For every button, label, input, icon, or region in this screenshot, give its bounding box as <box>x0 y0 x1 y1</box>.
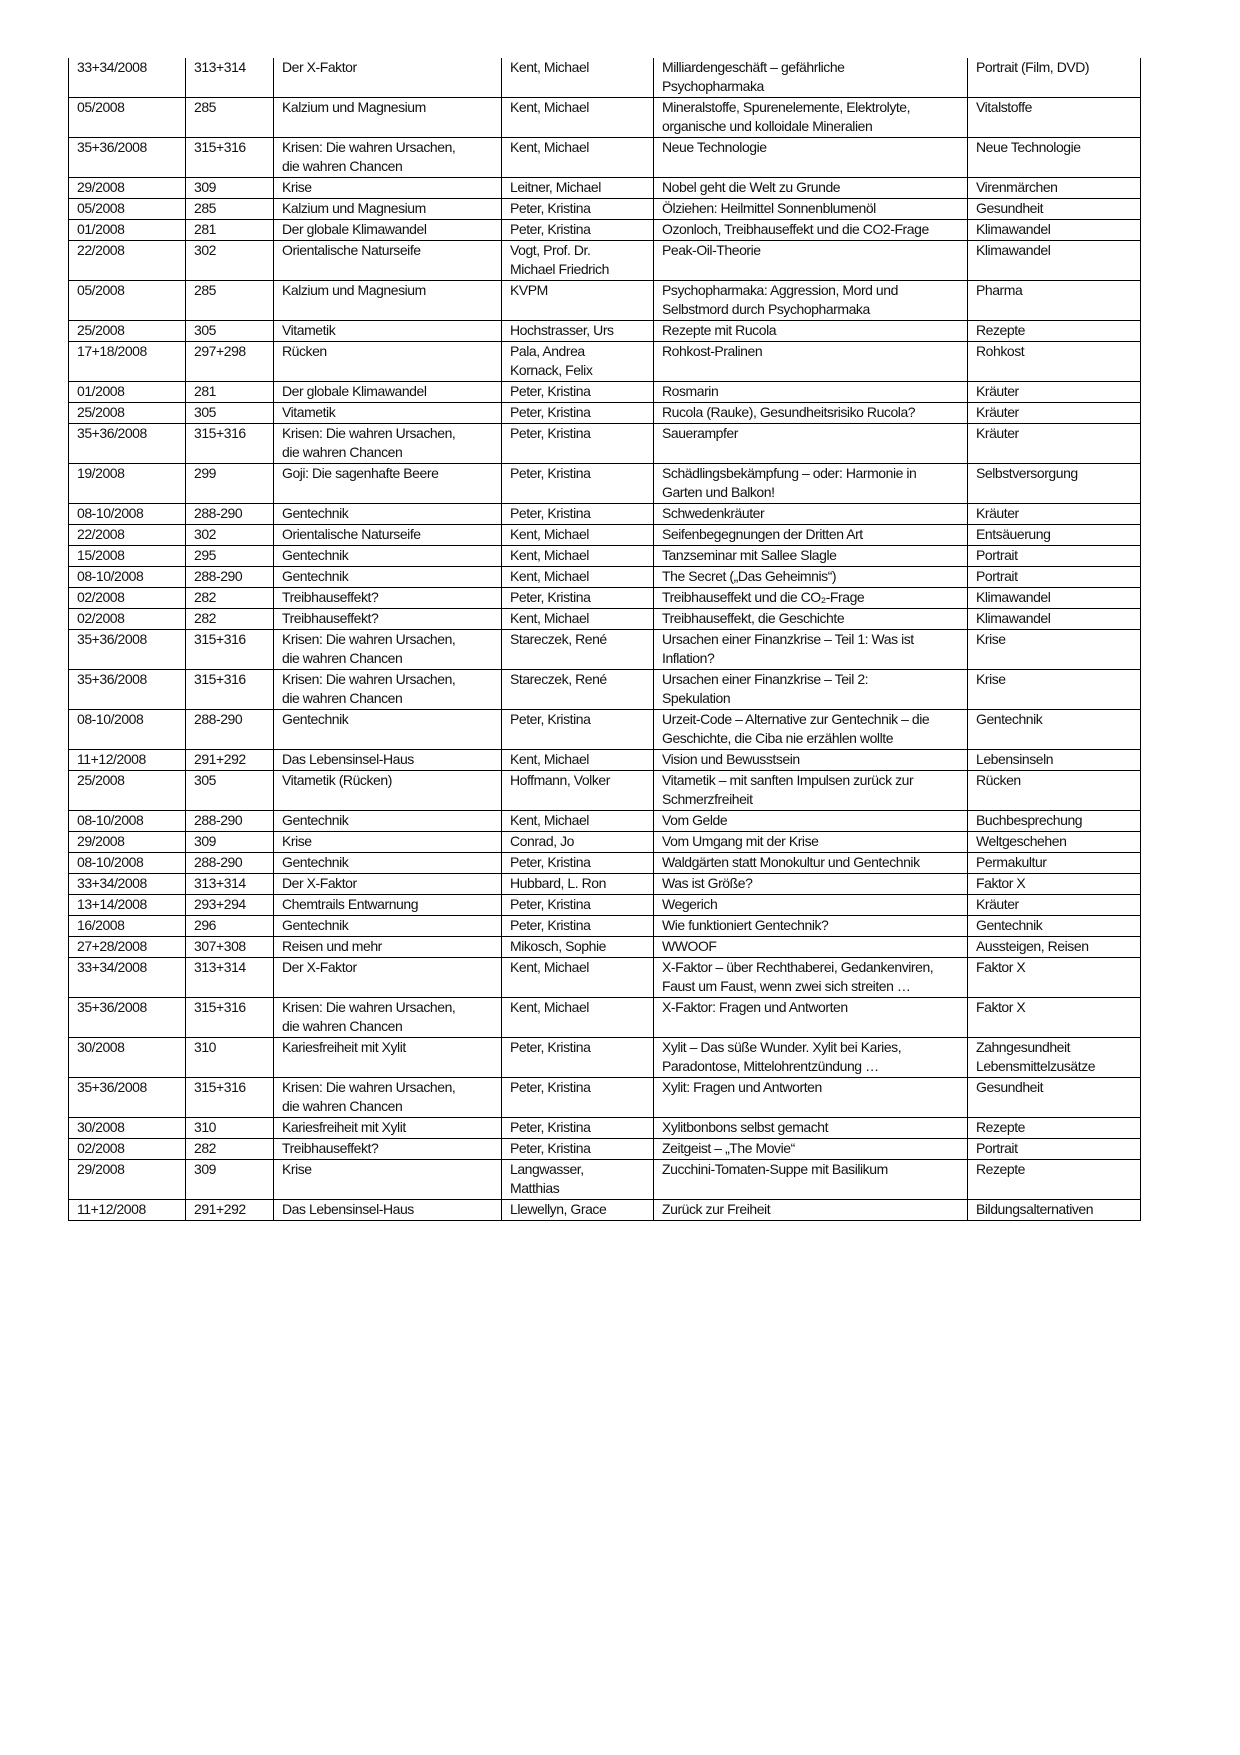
table-row <box>69 178 1141 199</box>
table-row <box>69 567 1141 588</box>
author-cell: Peter, Kristina <box>502 1118 654 1139</box>
table-row <box>69 98 1141 138</box>
number-cell: 288-290 <box>186 504 274 525</box>
issue-title-cell: Der X-Faktor <box>274 874 502 895</box>
category-cell: Kräuter <box>968 382 1141 403</box>
author-cell: Conrad, Jo <box>502 832 654 853</box>
issue-cell: 33+34/2008 <box>69 58 186 98</box>
author-cell: Kent, Michael <box>502 998 654 1038</box>
article-title-cell: Sauerampfer <box>654 424 968 464</box>
article-title-cell: Vom Umgang mit der Krise <box>654 832 968 853</box>
issue-cell: 22/2008 <box>69 525 186 546</box>
issue-title-cell: Goji: Die sagenhafte Beere <box>274 464 502 504</box>
article-title-cell: Mineralstoffe, Spurenelemente, Elektrolyte, organische und kolloidale Mineralien <box>654 98 968 138</box>
author-cell: Kent, Michael <box>502 567 654 588</box>
author-cell: Stareczek, René <box>502 670 654 710</box>
number-cell: 281 <box>186 220 274 241</box>
author-cell: Peter, Kristina <box>502 382 654 403</box>
category-cell: Faktor X <box>968 958 1141 998</box>
table-row <box>69 1160 1141 1200</box>
article-title-cell: Milliardengeschäft – gefährliche Psychopharmaka <box>654 58 968 98</box>
issue-title-cell: Gentechnik <box>274 811 502 832</box>
article-title-cell: Wegerich <box>654 895 968 916</box>
table-row <box>69 525 1141 546</box>
category-cell: Gentechnik <box>968 710 1141 750</box>
table-row <box>69 1118 1141 1139</box>
issue-cell: 16/2008 <box>69 916 186 937</box>
author-cell: Peter, Kristina <box>502 464 654 504</box>
table-row <box>69 342 1141 382</box>
author-cell: Peter, Kristina <box>502 424 654 464</box>
table-row <box>69 321 1141 342</box>
table-row <box>69 58 1141 98</box>
article-title-cell: Zucchini-Tomaten-Suppe mit Basilikum <box>654 1160 968 1200</box>
author-cell: KVPM <box>502 281 654 321</box>
number-cell: 315+316 <box>186 138 274 178</box>
number-cell: 288-290 <box>186 853 274 874</box>
table-row <box>69 853 1141 874</box>
issue-cell: 35+36/2008 <box>69 1078 186 1118</box>
article-title-cell: Schädlingsbekämpfung – oder: Harmonie in Garten und Balkon! <box>654 464 968 504</box>
issue-cell: 08-10/2008 <box>69 811 186 832</box>
author-cell: Kent, Michael <box>502 98 654 138</box>
article-title-cell: Xylit – Das süße Wunder. Xylit bei Karies, Paradontose, Mittelohrentzündung … <box>654 1038 968 1078</box>
issue-cell: 33+34/2008 <box>69 874 186 895</box>
category-cell: Pharma <box>968 281 1141 321</box>
article-title-cell: Vision und Bewusstsein <box>654 750 968 771</box>
table-row <box>69 1078 1141 1118</box>
author-cell: Peter, Kristina <box>502 895 654 916</box>
category-cell: Rezepte <box>968 1160 1141 1200</box>
author-cell: Kent, Michael <box>502 525 654 546</box>
author-cell: Peter, Kristina <box>502 403 654 424</box>
issue-cell: 29/2008 <box>69 178 186 199</box>
article-title-cell: Seifenbegegnungen der Dritten Art <box>654 525 968 546</box>
number-cell: 288-290 <box>186 811 274 832</box>
number-cell: 313+314 <box>186 874 274 895</box>
author-cell: Kent, Michael <box>502 609 654 630</box>
number-cell: 296 <box>186 916 274 937</box>
article-title-cell: Rohkost-Pralinen <box>654 342 968 382</box>
article-title-cell: Ursachen einer Finanzkrise – Teil 1: Was ist Inflation? <box>654 630 968 670</box>
article-title-cell: Ozonloch, Treibhauseffekt und die CO2-Frage <box>654 220 968 241</box>
author-cell: Peter, Kristina <box>502 710 654 750</box>
issue-title-cell: Kalzium und Magnesium <box>274 98 502 138</box>
issue-title-cell: Krisen: Die wahren Ursachen, die wahren Chancen <box>274 998 502 1038</box>
issue-cell: 30/2008 <box>69 1118 186 1139</box>
table-row <box>69 403 1141 424</box>
article-title-cell: Treibhauseffekt und die CO₂-Frage <box>654 588 968 609</box>
number-cell: 310 <box>186 1118 274 1139</box>
category-cell: Portrait <box>968 567 1141 588</box>
table-row <box>69 609 1141 630</box>
category-cell: Kräuter <box>968 895 1141 916</box>
article-title-cell: Xylitbonbons selbst gemacht <box>654 1118 968 1139</box>
issue-title-cell: Der globale Klimawandel <box>274 220 502 241</box>
issue-title-cell: Chemtrails Entwarnung <box>274 895 502 916</box>
category-cell: Klimawandel <box>968 241 1141 281</box>
article-title-cell: Schwedenkräuter <box>654 504 968 525</box>
number-cell: 285 <box>186 281 274 321</box>
issue-cell: 08-10/2008 <box>69 853 186 874</box>
issue-title-cell: Krise <box>274 178 502 199</box>
number-cell: 281 <box>186 382 274 403</box>
number-cell: 291+292 <box>186 1200 274 1221</box>
article-title-cell: Rosmarin <box>654 382 968 403</box>
issue-title-cell: Vitametik (Rücken) <box>274 771 502 811</box>
table-row <box>69 670 1141 710</box>
author-cell: Kent, Michael <box>502 546 654 567</box>
issue-cell: 05/2008 <box>69 199 186 220</box>
issue-cell: 08-10/2008 <box>69 504 186 525</box>
category-cell: Buchbesprechung <box>968 811 1141 832</box>
author-cell: Hubbard, L. Ron <box>502 874 654 895</box>
issue-title-cell: Kariesfreiheit mit Xylit <box>274 1038 502 1078</box>
issue-cell: 01/2008 <box>69 220 186 241</box>
article-title-cell: Zeitgeist – „The Movie“ <box>654 1139 968 1160</box>
issue-title-cell: Vitametik <box>274 403 502 424</box>
category-cell: Rezepte <box>968 321 1141 342</box>
table-row <box>69 874 1141 895</box>
issue-title-cell: Der X-Faktor <box>274 958 502 998</box>
table-row <box>69 832 1141 853</box>
table-row <box>69 630 1141 670</box>
category-cell: Aussteigen, Reisen <box>968 937 1141 958</box>
issue-cell: 19/2008 <box>69 464 186 504</box>
article-title-cell: Ursachen einer Finanzkrise – Teil 2: Spekulation <box>654 670 968 710</box>
category-cell: Selbstversorgung <box>968 464 1141 504</box>
table-row <box>69 546 1141 567</box>
author-cell: Kent, Michael <box>502 58 654 98</box>
issue-cell: 15/2008 <box>69 546 186 567</box>
number-cell: 315+316 <box>186 670 274 710</box>
table-row <box>69 710 1141 750</box>
category-cell: Lebensinseln <box>968 750 1141 771</box>
issue-cell: 25/2008 <box>69 321 186 342</box>
issue-title-cell: Gentechnik <box>274 916 502 937</box>
article-title-cell: Peak-Oil-Theorie <box>654 241 968 281</box>
article-title-cell: Neue Technologie <box>654 138 968 178</box>
number-cell: 297+298 <box>186 342 274 382</box>
number-cell: 315+316 <box>186 998 274 1038</box>
issue-title-cell: Krise <box>274 832 502 853</box>
author-cell: Kent, Michael <box>502 750 654 771</box>
issue-cell: 02/2008 <box>69 588 186 609</box>
table-row <box>69 138 1141 178</box>
issue-cell: 22/2008 <box>69 241 186 281</box>
table-row <box>69 382 1141 403</box>
issue-title-cell: Krise <box>274 1160 502 1200</box>
issue-title-cell: Treibhauseffekt? <box>274 588 502 609</box>
article-title-cell: Wie funktioniert Gentechnik? <box>654 916 968 937</box>
number-cell: 285 <box>186 199 274 220</box>
number-cell: 309 <box>186 178 274 199</box>
table-row <box>69 895 1141 916</box>
category-cell: Portrait <box>968 1139 1141 1160</box>
article-title-cell: X-Faktor – über Rechthaberei, Gedankenviren, Faust um Faust, wenn zwei sich streiten … <box>654 958 968 998</box>
author-cell: Llewellyn, Grace <box>502 1200 654 1221</box>
number-cell: 315+316 <box>186 424 274 464</box>
article-title-cell: X-Faktor: Fragen und Antworten <box>654 998 968 1038</box>
number-cell: 282 <box>186 609 274 630</box>
number-cell: 299 <box>186 464 274 504</box>
table-row <box>69 1038 1141 1078</box>
table-row <box>69 771 1141 811</box>
issue-title-cell: Kariesfreiheit mit Xylit <box>274 1118 502 1139</box>
category-cell: Kräuter <box>968 504 1141 525</box>
category-cell: Klimawandel <box>968 220 1141 241</box>
issue-cell: 25/2008 <box>69 403 186 424</box>
issue-cell: 25/2008 <box>69 771 186 811</box>
issue-cell: 01/2008 <box>69 382 186 403</box>
author-cell: Peter, Kristina <box>502 853 654 874</box>
table-row <box>69 281 1141 321</box>
issue-cell: 33+34/2008 <box>69 958 186 998</box>
category-cell: Vitalstoffe <box>968 98 1141 138</box>
number-cell: 282 <box>186 588 274 609</box>
category-cell: Permakultur <box>968 853 1141 874</box>
author-cell: Kent, Michael <box>502 138 654 178</box>
table-row <box>69 504 1141 525</box>
issue-cell: 35+36/2008 <box>69 670 186 710</box>
issue-cell: 17+18/2008 <box>69 342 186 382</box>
issue-cell: 27+28/2008 <box>69 937 186 958</box>
article-title-cell: Ölziehen: Heilmittel Sonnenblumenöl <box>654 199 968 220</box>
issue-title-cell: Krisen: Die wahren Ursachen, die wahren Chancen <box>274 630 502 670</box>
article-title-cell: WWOOF <box>654 937 968 958</box>
category-cell: Portrait (Film, DVD) <box>968 58 1141 98</box>
author-cell: Kent, Michael <box>502 811 654 832</box>
issue-cell: 02/2008 <box>69 609 186 630</box>
issue-title-cell: Das Lebensinsel-Haus <box>274 1200 502 1221</box>
category-cell: Rezepte <box>968 1118 1141 1139</box>
number-cell: 310 <box>186 1038 274 1078</box>
number-cell: 295 <box>186 546 274 567</box>
issue-title-cell: Treibhauseffekt? <box>274 1139 502 1160</box>
issue-cell: 02/2008 <box>69 1139 186 1160</box>
issue-cell: 35+36/2008 <box>69 630 186 670</box>
category-cell: Gesundheit <box>968 1078 1141 1118</box>
table-row <box>69 1139 1141 1160</box>
issue-title-cell: Der globale Klimawandel <box>274 382 502 403</box>
issue-title-cell: Gentechnik <box>274 853 502 874</box>
category-cell: Faktor X <box>968 874 1141 895</box>
issue-title-cell: Gentechnik <box>274 710 502 750</box>
issue-cell: 08-10/2008 <box>69 567 186 588</box>
category-cell: Klimawandel <box>968 609 1141 630</box>
number-cell: 293+294 <box>186 895 274 916</box>
issue-cell: 11+12/2008 <box>69 750 186 771</box>
category-cell: Virenmärchen <box>968 178 1141 199</box>
category-cell: Portrait <box>968 546 1141 567</box>
issue-title-cell: Orientalische Naturseife <box>274 525 502 546</box>
article-title-cell: Tanzseminar mit Sallee Slagle <box>654 546 968 567</box>
number-cell: 285 <box>186 98 274 138</box>
issue-title-cell: Krisen: Die wahren Ursachen, die wahren Chancen <box>274 138 502 178</box>
table-row <box>69 998 1141 1038</box>
category-cell: Bildungsalternativen <box>968 1200 1141 1221</box>
author-cell: Leitner, Michael <box>502 178 654 199</box>
author-cell: Langwasser, Matthias <box>502 1160 654 1200</box>
category-cell: Kräuter <box>968 424 1141 464</box>
table-row <box>69 588 1141 609</box>
article-title-cell: Zurück zur Freiheit <box>654 1200 968 1221</box>
category-cell: Weltgeschehen <box>968 832 1141 853</box>
number-cell: 309 <box>186 1160 274 1200</box>
category-cell: Neue Technologie <box>968 138 1141 178</box>
issue-title-cell: Kalzium und Magnesium <box>274 281 502 321</box>
number-cell: 302 <box>186 241 274 281</box>
issue-title-cell: Gentechnik <box>274 567 502 588</box>
table-body <box>69 58 1141 1221</box>
article-title-cell: Rezepte mit Rucola <box>654 321 968 342</box>
article-title-cell: Vitametik – mit sanften Impulsen zurück zur Schmerzfreiheit <box>654 771 968 811</box>
article-title-cell: Vom Gelde <box>654 811 968 832</box>
issue-cell: 35+36/2008 <box>69 998 186 1038</box>
table-row <box>69 958 1141 998</box>
table-row <box>69 424 1141 464</box>
number-cell: 282 <box>186 1139 274 1160</box>
issue-title-cell: Treibhauseffekt? <box>274 609 502 630</box>
table-row <box>69 937 1141 958</box>
article-title-cell: Was ist Größe? <box>654 874 968 895</box>
issue-cell: 13+14/2008 <box>69 895 186 916</box>
issue-cell: 35+36/2008 <box>69 138 186 178</box>
author-cell: Hochstrasser, Urs <box>502 321 654 342</box>
category-cell: Entsäuerung <box>968 525 1141 546</box>
number-cell: 305 <box>186 771 274 811</box>
number-cell: 309 <box>186 832 274 853</box>
article-title-cell: Urzeit-Code – Alternative zur Gentechnik – die Geschichte, die Ciba nie erzählen wollte <box>654 710 968 750</box>
issue-cell: 05/2008 <box>69 281 186 321</box>
number-cell: 305 <box>186 403 274 424</box>
author-cell: Peter, Kristina <box>502 1038 654 1078</box>
article-title-cell: Treibhauseffekt, die Geschichte <box>654 609 968 630</box>
author-cell: Kent, Michael <box>502 958 654 998</box>
article-title-cell: Psychopharmaka: Aggression, Mord und Selbstmord durch Psychopharmaka <box>654 281 968 321</box>
article-title-cell: Rucola (Rauke), Gesundheitsrisiko Rucola? <box>654 403 968 424</box>
author-cell: Stareczek, René <box>502 630 654 670</box>
category-cell: Faktor X <box>968 998 1141 1038</box>
table-row <box>69 916 1141 937</box>
author-cell: Pala, Andrea Kornack, Felix <box>502 342 654 382</box>
number-cell: 315+316 <box>186 630 274 670</box>
category-cell: Gentechnik <box>968 916 1141 937</box>
author-cell: Peter, Kristina <box>502 504 654 525</box>
issue-title-cell: Rücken <box>274 342 502 382</box>
number-cell: 288-290 <box>186 567 274 588</box>
issue-title-cell: Krisen: Die wahren Ursachen, die wahren Chancen <box>274 424 502 464</box>
number-cell: 313+314 <box>186 958 274 998</box>
article-title-cell: The Secret („Das Geheimnis“) <box>654 567 968 588</box>
table-row <box>69 220 1141 241</box>
table-row <box>69 1200 1141 1221</box>
table-row <box>69 750 1141 771</box>
category-cell: Rücken <box>968 771 1141 811</box>
issue-title-cell: Kalzium und Magnesium <box>274 199 502 220</box>
issue-title-cell: Gentechnik <box>274 504 502 525</box>
table-row <box>69 464 1141 504</box>
author-cell: Peter, Kristina <box>502 588 654 609</box>
author-cell: Peter, Kristina <box>502 1139 654 1160</box>
article-title-cell: Nobel geht die Welt zu Grunde <box>654 178 968 199</box>
issue-title-cell: Gentechnik <box>274 546 502 567</box>
category-cell: Klimawandel <box>968 588 1141 609</box>
issue-cell: 11+12/2008 <box>69 1200 186 1221</box>
author-cell: Peter, Kristina <box>502 220 654 241</box>
issue-title-cell: Orientalische Naturseife <box>274 241 502 281</box>
category-cell: Zahngesundheit Lebensmittelzusätze <box>968 1038 1141 1078</box>
number-cell: 305 <box>186 321 274 342</box>
number-cell: 302 <box>186 525 274 546</box>
article-title-cell: Xylit: Fragen und Antworten <box>654 1078 968 1118</box>
issue-cell: 35+36/2008 <box>69 424 186 464</box>
table-row <box>69 811 1141 832</box>
category-cell: Rohkost <box>968 342 1141 382</box>
issue-title-cell: Krisen: Die wahren Ursachen, die wahren Chancen <box>274 670 502 710</box>
author-cell: Peter, Kristina <box>502 199 654 220</box>
issue-cell: 08-10/2008 <box>69 710 186 750</box>
number-cell: 315+316 <box>186 1078 274 1118</box>
article-index-table <box>68 58 1141 1221</box>
issue-title-cell: Vitametik <box>274 321 502 342</box>
issue-cell: 29/2008 <box>69 832 186 853</box>
number-cell: 313+314 <box>186 58 274 98</box>
issue-title-cell: Das Lebensinsel-Haus <box>274 750 502 771</box>
author-cell: Peter, Kristina <box>502 1078 654 1118</box>
category-cell: Krise <box>968 670 1141 710</box>
issue-title-cell: Krisen: Die wahren Ursachen, die wahren Chancen <box>274 1078 502 1118</box>
category-cell: Kräuter <box>968 403 1141 424</box>
author-cell: Hoffmann, Volker <box>502 771 654 811</box>
number-cell: 288-290 <box>186 710 274 750</box>
issue-cell: 30/2008 <box>69 1038 186 1078</box>
author-cell: Vogt, Prof. Dr. Michael Friedrich <box>502 241 654 281</box>
number-cell: 307+308 <box>186 937 274 958</box>
article-title-cell: Waldgärten statt Monokultur und Gentechnik <box>654 853 968 874</box>
table-row <box>69 241 1141 281</box>
issue-title-cell: Der X-Faktor <box>274 58 502 98</box>
issue-title-cell: Reisen und mehr <box>274 937 502 958</box>
number-cell: 291+292 <box>186 750 274 771</box>
author-cell: Mikosch, Sophie <box>502 937 654 958</box>
category-cell: Krise <box>968 630 1141 670</box>
author-cell: Peter, Kristina <box>502 916 654 937</box>
issue-cell: 05/2008 <box>69 98 186 138</box>
table-row <box>69 199 1141 220</box>
issue-cell: 29/2008 <box>69 1160 186 1200</box>
category-cell: Gesundheit <box>968 199 1141 220</box>
